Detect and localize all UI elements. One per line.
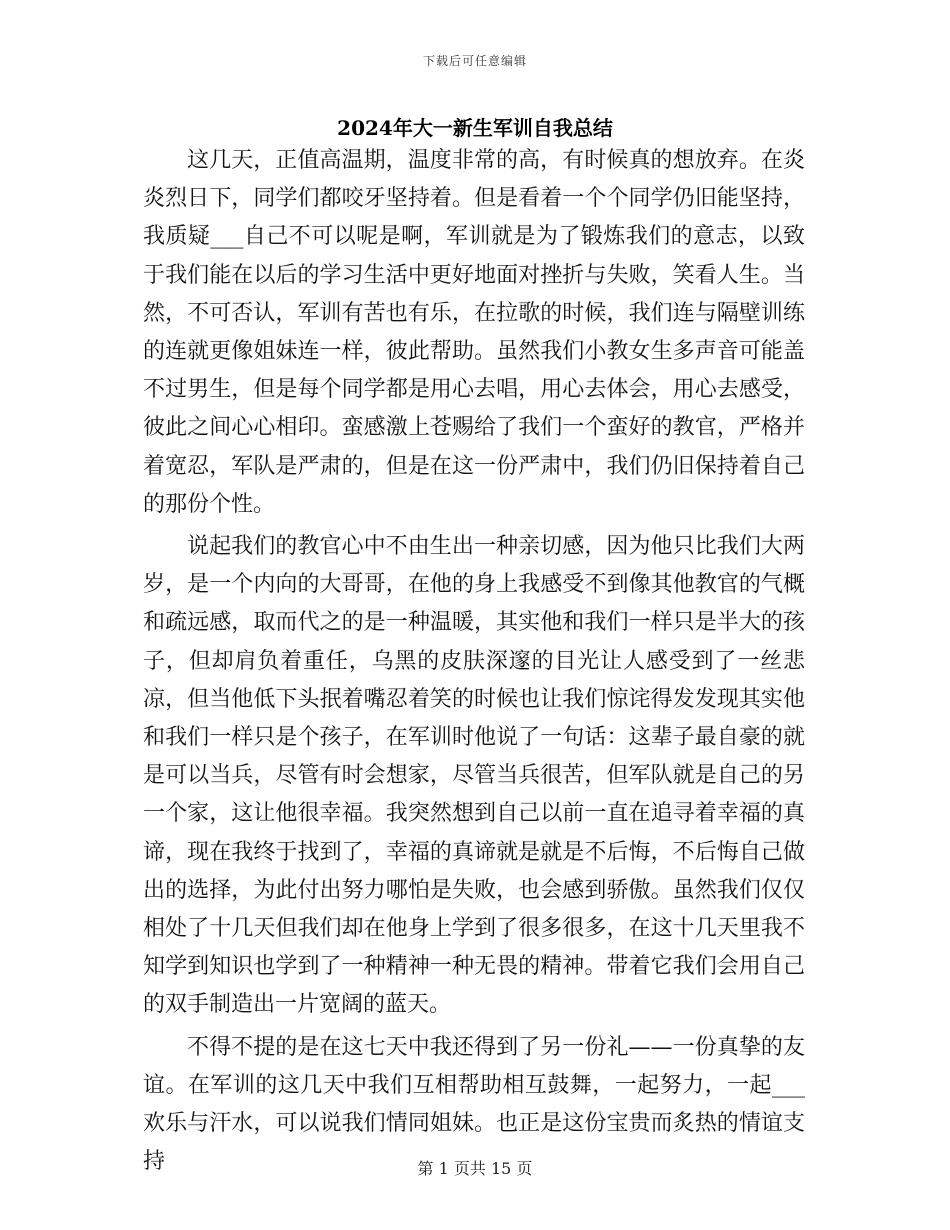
paragraph-3: 不得不提的是在这七天中我还得到了另一份礼——一份真挚的友谊。在军训的这几天中我们互相帮助相互鼓舞，一起努力，一起___欢乐与汗水，可以说我们情同姐妹。也正是这份宝贵而炙热的情谊支持: [143, 1034, 805, 1175]
page-number: 第 1 页共 15 页: [417, 1159, 533, 1178]
paragraph-1: 这几天，正值高温期，温度非常的高，有时候真的想放弃。在炎炎烈日下，同学们都咬牙坚持着。但是看着一个个同学仍旧能坚持，我质疑___自己不可以呢是啊，军训就是为了锻炼我们的意志，以致于我们能在以后的学习生活中更好地面对挫折与失败，笑看人生。当然，不可否认，军训有苦也有乐，在拉歌的时候，我们连与隔壁训练的连就更像姐妹连一样，彼此帮助。虽然我们小教女生多声音可能盖不过男生，但是每个同学都是用心去唱，用心去体会，用心去感受，彼此之间心心相印。蛮感激上苍赐给了我们一个蛮好的教官，严格并着宽忍，军队是严肃的，但是在这一份严肃中，我们仍旧保持着自己的那份个性。: [143, 148, 805, 517]
header-note: 下载后可任意编辑: [422, 54, 527, 68]
document-body: [143, 142, 805, 1185]
paragraph-2: 说起我们的教官心中不由生出一种亲切感，因为他只比我们大两岁，是一个内向的大哥哥，在他的身上我感受不到像其他教官的气概和疏远感，取而代之的是一种温暖，其实他和我们一样只是半大的孩子，但却肩负着重任，乌黑的皮肤深邃的目光让人感受到了一丝悲凉，但当他低下头抿着嘴忍着笑的时候也让我们惊诧得发发现其实他和我们一样只是个孩子，在军训时他说了一句话：这辈子最自豪的就是可以当兵，尽管有时会想家，尽管当兵很苦，但军队就是自己的另一个家，这让他很幸福。我突然想到自己以前一直在追寻着幸福的真谛，现在我终于找到了，幸福的真谛就是就是不后悔，不后悔自己做出的选择，为此付出努力哪怕是失败，也会感到骄傲。虽然我们仅仅相处了十几天但我们却在他身上学到了很多很多，在这十几天里我不知学到知识也学到了一种精神一种无畏的精神。带着它我们会用自己的双手制造出一片宽阔的蓝天。: [143, 534, 805, 1018]
document-title: 2024年大一新生军训自我总结: [337, 116, 613, 140]
